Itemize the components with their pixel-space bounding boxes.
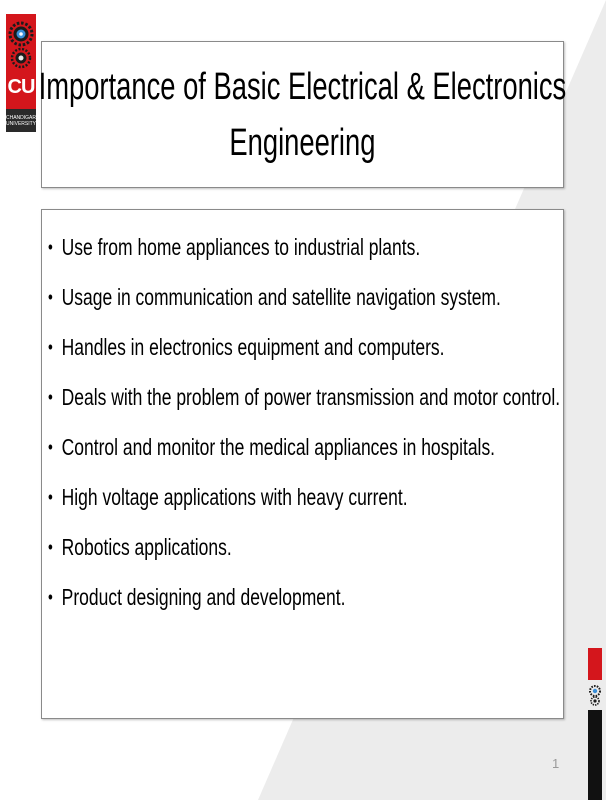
- title-line-2: Engineering: [229, 121, 376, 164]
- bullet-item: [48, 228, 534, 278]
- bullet-item: [48, 328, 534, 378]
- logo-university-name: CHANDIGARH UNIVERSITY: [6, 109, 36, 132]
- bullet-item: [48, 528, 534, 578]
- bullet-item: [48, 478, 534, 528]
- bullet-item: [48, 578, 534, 628]
- page-number: 1: [552, 756, 560, 771]
- side-gear-icon: [588, 684, 602, 706]
- gear-emblem-icon: [8, 18, 34, 74]
- bullet-dot-icon: •: [48, 587, 53, 607]
- bullet-dot-icon: •: [48, 287, 53, 307]
- bullet-dot-icon: •: [48, 387, 53, 407]
- bullet-dot-icon: •: [48, 537, 53, 557]
- title-box: [38, 41, 567, 188]
- title-line-1: Importance of Basic Electrical & Electronics: [38, 65, 567, 108]
- bullet-dot-icon: •: [48, 437, 53, 457]
- university-logo: [6, 14, 40, 132]
- logo-letters: CU: [7, 76, 35, 98]
- slide-title: [39, 59, 567, 171]
- bullet-text: High voltage applications with heavy current.: [61, 484, 408, 510]
- bullet-text: Handles in electronics equipment and computers.: [61, 334, 445, 360]
- bullet-text: Usage in communication and satellite navigation system.: [61, 284, 501, 310]
- bullet-text: Use from home appliances to industrial plants.: [61, 234, 421, 260]
- bullet-dot-icon: •: [48, 237, 53, 257]
- bullet-list: [48, 228, 606, 628]
- side-accent-black: [588, 710, 602, 800]
- bullet-text: Control and monitor the medical appliances in hospitals.: [61, 434, 496, 460]
- bullet-text: Robotics applications.: [61, 534, 232, 560]
- bullet-item: [48, 428, 534, 478]
- bullet-item: [48, 378, 561, 428]
- content-box: [41, 209, 564, 719]
- bullet-text: Product designing and development.: [61, 584, 346, 610]
- bullet-dot-icon: •: [48, 337, 53, 357]
- bullet-dot-icon: •: [48, 487, 53, 507]
- bullet-item: [48, 278, 534, 328]
- side-accent-red: [588, 648, 602, 680]
- bullet-text: Deals with the problem of power transmission and motor control.: [61, 384, 561, 410]
